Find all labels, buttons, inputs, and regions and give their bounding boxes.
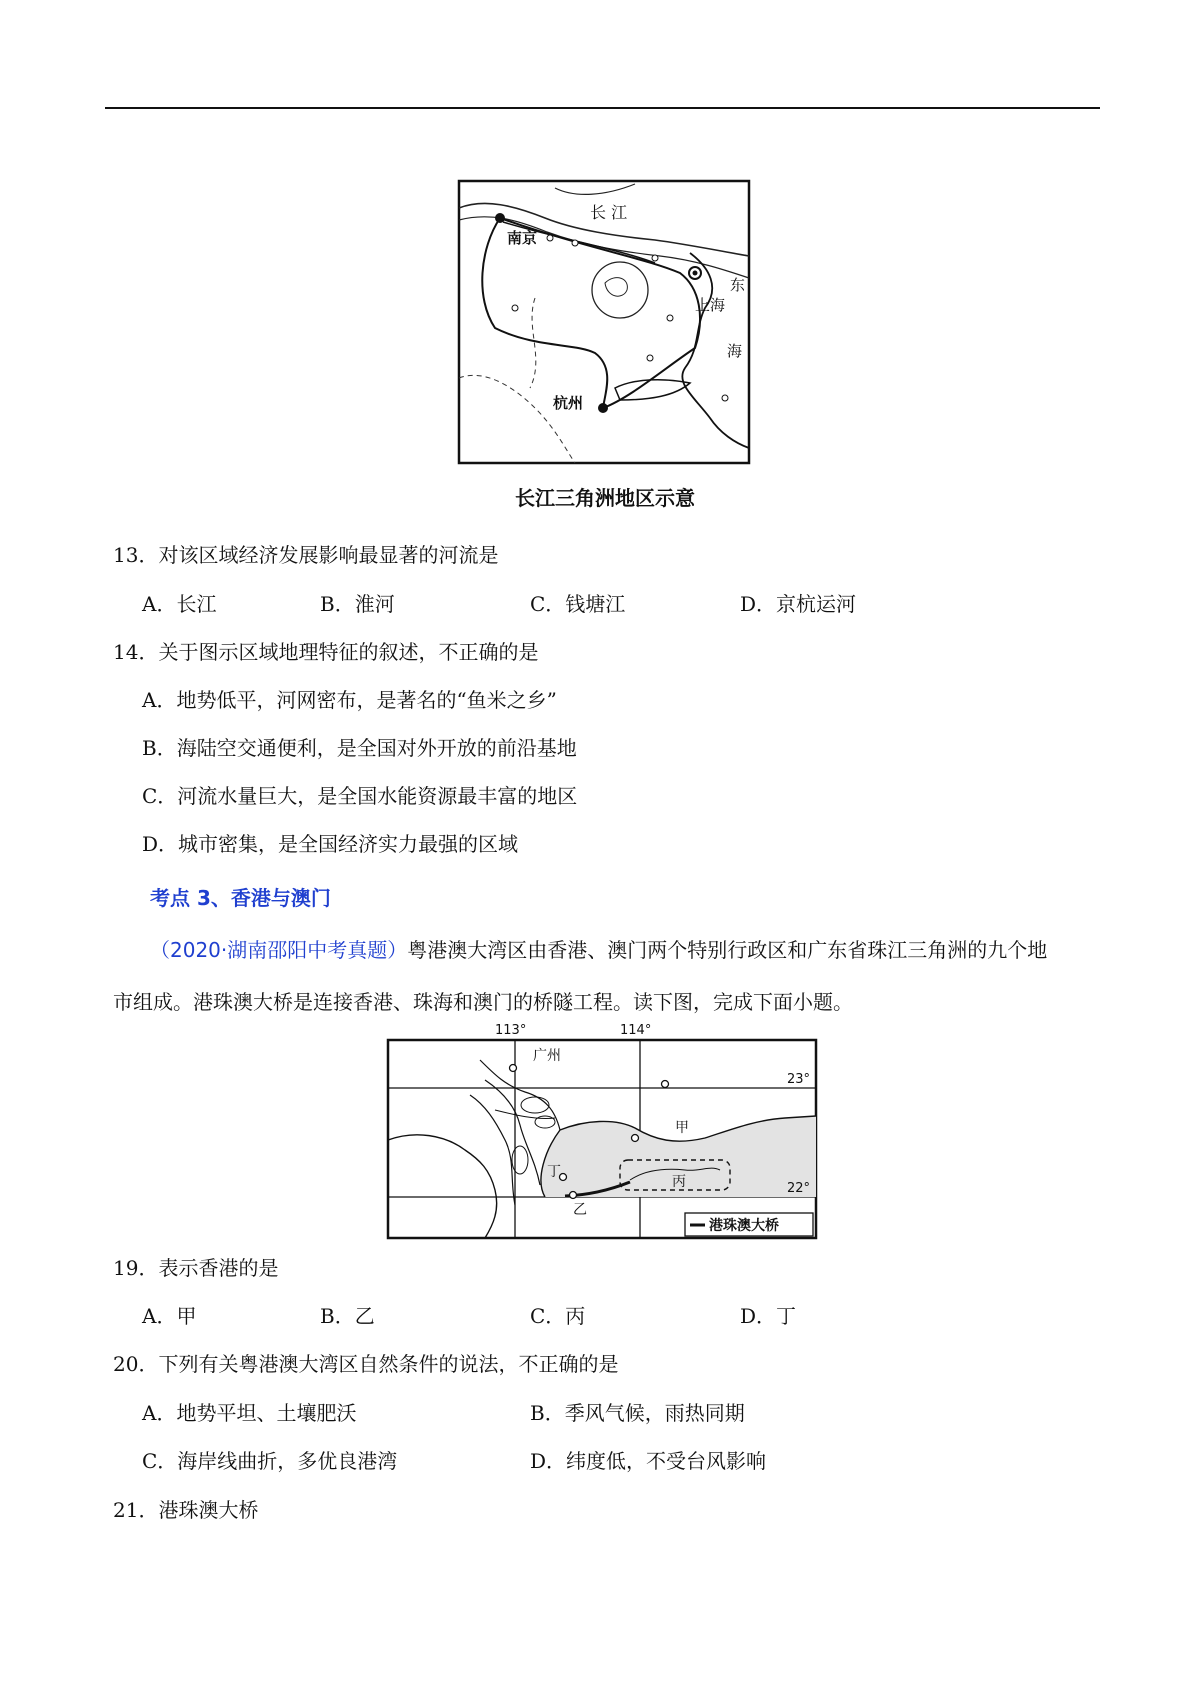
section-title: 考点 3、香港与澳门 — [150, 886, 331, 910]
question-14-stem: 14．关于图示区域地理特征的叙述，不正确的是 — [113, 640, 539, 664]
intro-line1: 粤港澳大湾区由香港、澳门两个特别行政区和广东省珠江三角洲的九个地 — [407, 938, 1048, 962]
q13-option-b[interactable]: B．淮河 — [320, 592, 395, 616]
q14-option-a[interactable]: A．地势低平，河网密布，是著名的“鱼米之乡” — [142, 688, 557, 712]
question-13-stem: 13．对该区域经济发展影响最显著的河流是 — [113, 543, 499, 567]
header-rule — [105, 107, 1100, 109]
label-114: 114° — [620, 1023, 652, 1038]
label-dong: 东 — [730, 276, 746, 294]
intro-paragraph — [113, 924, 1095, 1014]
label-113: 113° — [495, 1023, 527, 1038]
q14-option-c[interactable]: C．河流水量巨大，是全国水能资源最丰富的地区 — [142, 784, 578, 808]
label-shanghai: 上海 — [695, 296, 726, 314]
label-ding: 丁 — [547, 1164, 561, 1180]
label-guangzhou: 广州 — [533, 1048, 561, 1064]
q14-option-d[interactable]: D．城市密集，是全国经济实力最强的区域 — [142, 832, 519, 856]
q13-option-c[interactable]: C．钱塘江 — [530, 592, 626, 616]
q19-option-a[interactable]: A．甲 — [142, 1304, 197, 1328]
q20-option-d[interactable]: D．纬度低，不受台风影响 — [530, 1449, 767, 1473]
map-caption: 长江三角洲地区示意 — [515, 486, 695, 510]
label-changjiang: 长 江 — [590, 203, 628, 222]
label-bing: 丙 — [672, 1174, 686, 1190]
label-22: 22° — [787, 1181, 811, 1196]
q19-option-c[interactable]: C．丙 — [530, 1304, 586, 1328]
label-yi: 乙 — [573, 1202, 587, 1218]
q19-option-d[interactable]: D．丁 — [740, 1304, 797, 1328]
q14-option-b[interactable]: B．海陆空交通便利，是全国对外开放的前沿基地 — [142, 736, 577, 760]
intro-source: （2020·湖南邵阳中考真题） — [150, 938, 408, 962]
q20-option-b[interactable]: B．季风气候，雨热同期 — [530, 1401, 745, 1425]
label-nanjing: 南京 — [507, 229, 538, 247]
legend-bridge: 港珠澳大桥 — [709, 1218, 779, 1234]
label-jia: 甲 — [675, 1120, 689, 1136]
intro-line2: 市组成。港珠澳大桥是连接香港、珠海和澳门的桥隧工程。读下图，完成下面小题。 — [113, 990, 853, 1014]
label-23: 23° — [787, 1072, 811, 1087]
q20-option-c[interactable]: C．海岸线曲折，多优良港湾 — [142, 1449, 398, 1473]
label-hai: 海 — [727, 342, 743, 360]
yangtze-delta-map — [455, 178, 755, 518]
greater-bay-area-map — [385, 1020, 820, 1242]
q13-option-d[interactable]: D．京杭运河 — [740, 592, 857, 616]
question-21-stem: 21．港珠澳大桥 — [113, 1498, 259, 1522]
q19-option-b[interactable]: B．乙 — [320, 1304, 375, 1328]
question-19-stem: 19．表示香港的是 — [113, 1256, 279, 1280]
label-hangzhou: 杭州 — [553, 394, 584, 412]
q13-option-a[interactable]: A．长江 — [142, 592, 217, 616]
question-20-stem: 20．下列有关粤港澳大湾区自然条件的说法，不正确的是 — [113, 1352, 619, 1376]
q20-option-a[interactable]: A．地势平坦、土壤肥沃 — [142, 1401, 357, 1425]
